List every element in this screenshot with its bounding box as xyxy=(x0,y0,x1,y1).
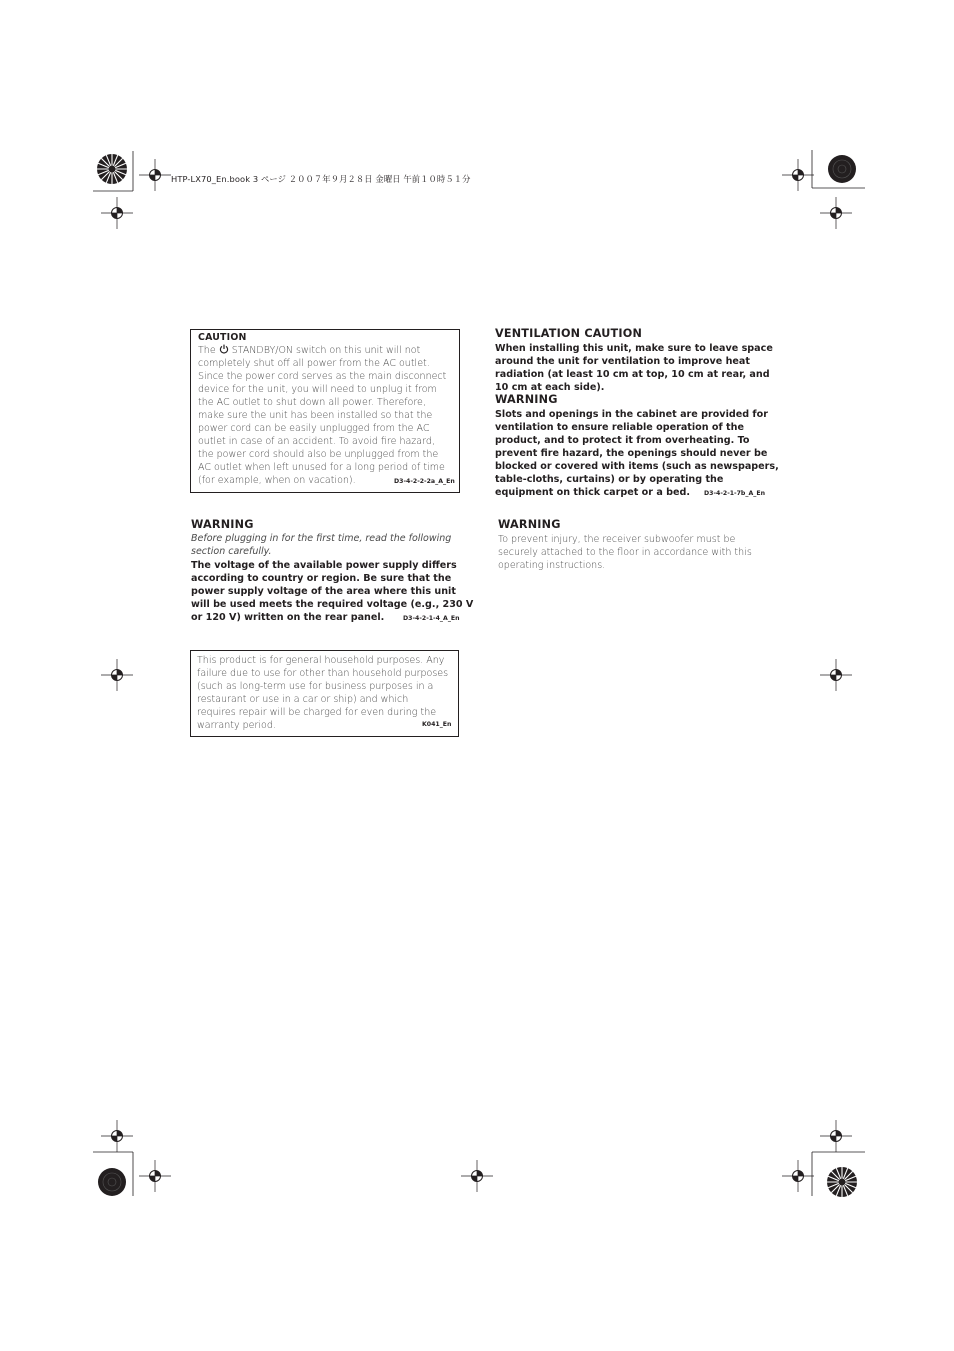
caution-line: The xyxy=(198,345,216,356)
ventilation-warning-line: Slots and openings in the cabinet are provided for xyxy=(495,409,768,420)
crop-mark-top-right xyxy=(810,148,870,193)
power-warning-intro xyxy=(191,532,451,558)
ventilation-line: radiation (at least 10 cm at top, 10 cm at rear, and xyxy=(495,369,770,380)
registration-mark-icon xyxy=(781,1159,815,1193)
ventilation-code: D3-4-2-1-7b_A_En xyxy=(704,490,765,497)
subwoofer-warning-title: WARNING xyxy=(498,518,561,531)
ventilation-warning-title: WARNING xyxy=(495,393,558,406)
power-warning-intro-line: section carefully. xyxy=(191,546,272,557)
ventilation-text xyxy=(495,342,773,394)
household-line: warranty period. xyxy=(197,720,276,731)
registration-mark-icon xyxy=(460,1159,494,1193)
registration-mark-icon xyxy=(781,158,815,192)
power-warning-line: or 120 V) written on the rear panel. xyxy=(191,612,385,623)
registration-mark-icon xyxy=(100,658,134,692)
subwoofer-warning-line: operating instructions. xyxy=(498,560,606,571)
power-warning-line: The voltage of the available power supply differs xyxy=(191,560,457,571)
ventilation-warning-line: product, and to protect it from overheating. To xyxy=(495,435,750,446)
subwoofer-warning-line: To prevent injury, the receiver subwoofer must be xyxy=(498,534,736,545)
caution-line: power cord can be easily unplugged from the AC xyxy=(198,423,430,434)
caution-code: D3-4-2-2-2a_A_En xyxy=(394,478,455,485)
ventilation-warning-line: ventilation to ensure reliable operation of the xyxy=(495,422,744,433)
caution-line: AC outlet when left unused for a long period of time xyxy=(198,462,445,473)
household-line: restaurant or use in a car or ship) and which xyxy=(197,694,409,705)
caution-line: outlet in case of an accident. To avoid fire hazard, xyxy=(198,436,435,447)
ventilation-line: When installing this unit, make sure to leave space xyxy=(495,343,773,354)
household-code: K041_En xyxy=(422,721,452,728)
household-text xyxy=(197,654,448,732)
caution-line: the power cord should also be unplugged from the xyxy=(198,449,439,460)
ventilation-warning-text xyxy=(495,408,779,499)
registration-mark-icon xyxy=(138,1159,172,1193)
household-line: (such as long-term use for business purposes in a xyxy=(197,681,434,692)
caution-title: CAUTION xyxy=(198,332,247,343)
caution-line: completely shut off all power from the AC outlet. xyxy=(198,358,430,369)
ventilation-warning-line: equipment on thick carpet or a bed. xyxy=(495,487,691,498)
caution-line: Since the power cord serves as the main disconnect xyxy=(198,371,447,382)
registration-mark-icon xyxy=(819,658,853,692)
caution-line: device for the unit, you will need to unplug it from xyxy=(198,384,437,395)
power-warning-title: WARNING xyxy=(191,518,254,531)
printer-target-icon xyxy=(95,1165,129,1199)
caution-line: STANDBY/ON switch on this unit will not xyxy=(231,345,421,356)
ventilation-warning-line: blocked or covered with items (such as newspapers, xyxy=(495,461,779,472)
registration-mark-icon xyxy=(138,158,172,192)
caution-text xyxy=(198,344,446,487)
caution-line: make sure the unit has been installed so that the xyxy=(198,410,433,421)
ventilation-warning-line: prevent fire hazard, the openings should never be xyxy=(495,448,768,459)
subwoofer-warning-line: securely attached to the floor in accordance with this xyxy=(498,547,752,558)
ventilation-line: 10 cm at each side). xyxy=(495,382,605,393)
household-line: requires repair will be charged for even during the xyxy=(197,707,437,718)
caution-line: (for example, when on vacation). xyxy=(198,475,356,486)
registration-mark-icon xyxy=(819,196,853,230)
caution-line: the AC outlet to shut down all power. Therefore, xyxy=(198,397,426,408)
ventilation-warning-line: table-cloths, curtains) or by operating the xyxy=(495,474,724,485)
file-info-header: HTP-LX70_En.book 3 ページ ２００７年９月２８日 金曜日 午前１０時５１分 xyxy=(171,174,471,184)
registration-mark-icon xyxy=(100,196,134,230)
printer-target-icon xyxy=(825,1165,859,1199)
ventilation-title: VENTILATION CAUTION xyxy=(495,327,643,340)
power-warning-line: will be used meets the required voltage (e.g., 230 V xyxy=(191,599,474,610)
power-warning-line: power supply voltage of the area where this unit xyxy=(191,586,456,597)
household-line: This product is for general household purposes. Any xyxy=(197,655,445,666)
power-warning-intro-line: Before plugging in for the first time, read the following xyxy=(191,533,452,544)
subwoofer-warning-text xyxy=(498,533,752,572)
ventilation-line: around the unit for ventilation to improve heat xyxy=(495,356,750,367)
standby-power-icon xyxy=(219,344,229,354)
household-line: failure due to use for other than household purposes xyxy=(197,668,449,679)
power-warning-line: according to country or region. Be sure that the xyxy=(191,573,452,584)
power-warning-code: D3-4-2-1-4_A_En xyxy=(403,615,460,622)
